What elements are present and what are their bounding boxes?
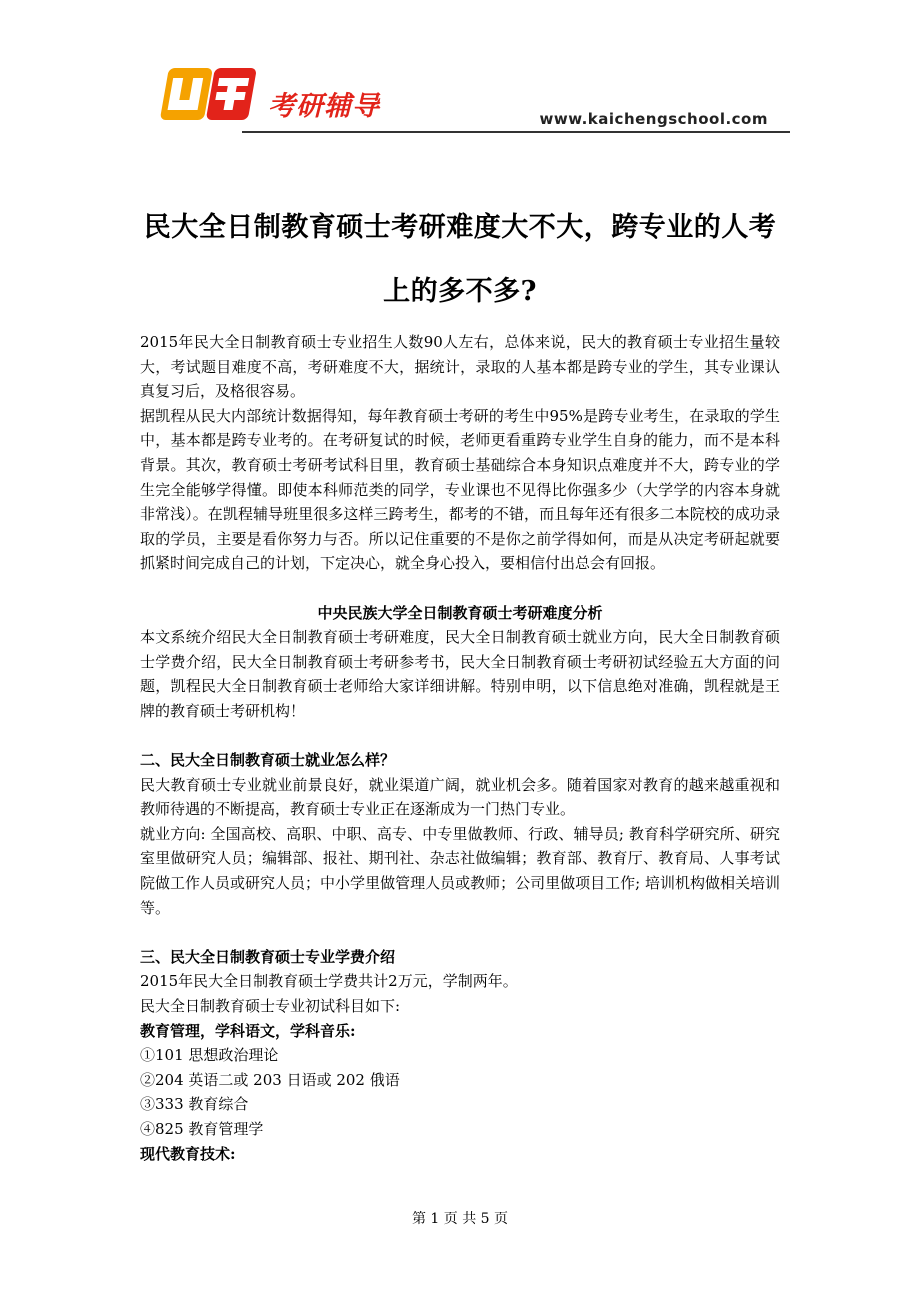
analysis-paragraph: 本文系统介绍民大全日制教育硕士考研难度，民大全日制教育硕士就业方向，民大全日制教育硕士学费介绍，民大全日制教育硕士考研参考书，民大全日制教育硕士考研初试经验五大方面的问题，凯程民大全日制教育硕士老师给大家详细讲解。特别申明，以下信息绝对准确，凯程就是王牌的教育硕士考研机构！	[140, 628, 780, 720]
logo-text: 考研辅导	[268, 91, 380, 122]
intro-paragraph-2: 据凯程从民大内部统计数据得知，每年教育硕士考研的考生中95%是跨专业考生，在录取的学生中，基本都是跨专业考的。在考研复试的时候，老师更看重跨专业学生自身的能力，而不是本科背景。其次，教育硕士考研考试科目里，教育硕士基础综合本身知识点难度并不大，跨专业的学生完全能够学得懂。即使本科师范类的同学，专业课也不见得比你强多少（大学学的内容本身就非常浅）。在凯程辅导班里很多这样三跨考生，都考的不错，而且每年还有很多二本院校的成功录取的学员，主要是看你努力与否。所以记住重要的不是你之前学得如何，而是从决定考研起就要抓紧时间完成自己的计划，下定决心，就全身心投入，要相信付出总会有回报。	[140, 406, 780, 573]
header-divider	[242, 131, 790, 133]
subject-item: ②204 英语二或 203 日语或 202 俄语	[140, 1070, 400, 1089]
intro-paragraph-1: 2015年民大全日制教育硕士专业招生人数90人左右，总体来说，民大的教育硕士专业招生量较大，考试题目难度不高，考研难度不大，据统计，录取的人基本都是跨专业的学生，其专业课认真复习后，及格很容易。	[140, 333, 780, 401]
section-3-paragraph-1: 2015年民大全日制教育硕士学费共计2万元，学制两年。	[140, 972, 518, 991]
document-header	[0, 0, 920, 140]
kaicheng-logo-icon	[152, 62, 264, 130]
section-2-paragraph-2: 就业方向: 全国高校、高职、中职、高专、中专里做教师、行政、辅导员; 教育科学研究所、研究室里做研究人员；编辑部、报社、期刊社、杂志社做编辑；教育部、教育厅、教育局、人事考试院做工作人员或研究人员；中小学里做管理人员或教师；公司里做项目工作; 培训机构做相关培训等。	[140, 824, 780, 917]
subject-item: ①101 思想政治理论	[140, 1046, 279, 1065]
subject-group-heading: 现代教育技术:	[140, 1144, 236, 1163]
section-2-heading: 二、民大全日制教育硕士就业怎么样？	[140, 751, 396, 770]
section-3-paragraph-2: 民大全日制教育硕士专业初试科目如下:	[140, 997, 401, 1016]
document-body	[140, 330, 780, 1166]
section-3-heading: 三、民大全日制教育硕士专业学费介绍	[140, 947, 396, 966]
site-url: www.kaichengschool.com	[539, 110, 768, 128]
page-number: 第 1 页 共 5 页	[411, 1211, 509, 1227]
subject-item: ③333 教育综合	[140, 1095, 249, 1114]
analysis-heading: 中央民族大学全日制教育硕士考研难度分析	[317, 603, 603, 622]
section-2-paragraph-1: 民大教育硕士专业就业前景良好，就业渠道广阔，就业机会多。随着国家对教育的越来越重视和教师待遇的不断提高，教育硕士专业正在逐渐成为一门热门专业。	[140, 775, 780, 819]
subject-group-heading: 教育管理，学科语文，学科音乐:	[140, 1021, 356, 1040]
page-title: 民大全日制教育硕士考研难度大不大，跨专业的人考上的多不多?	[143, 212, 777, 307]
subject-item: ④825 教育管理学	[140, 1120, 264, 1138]
